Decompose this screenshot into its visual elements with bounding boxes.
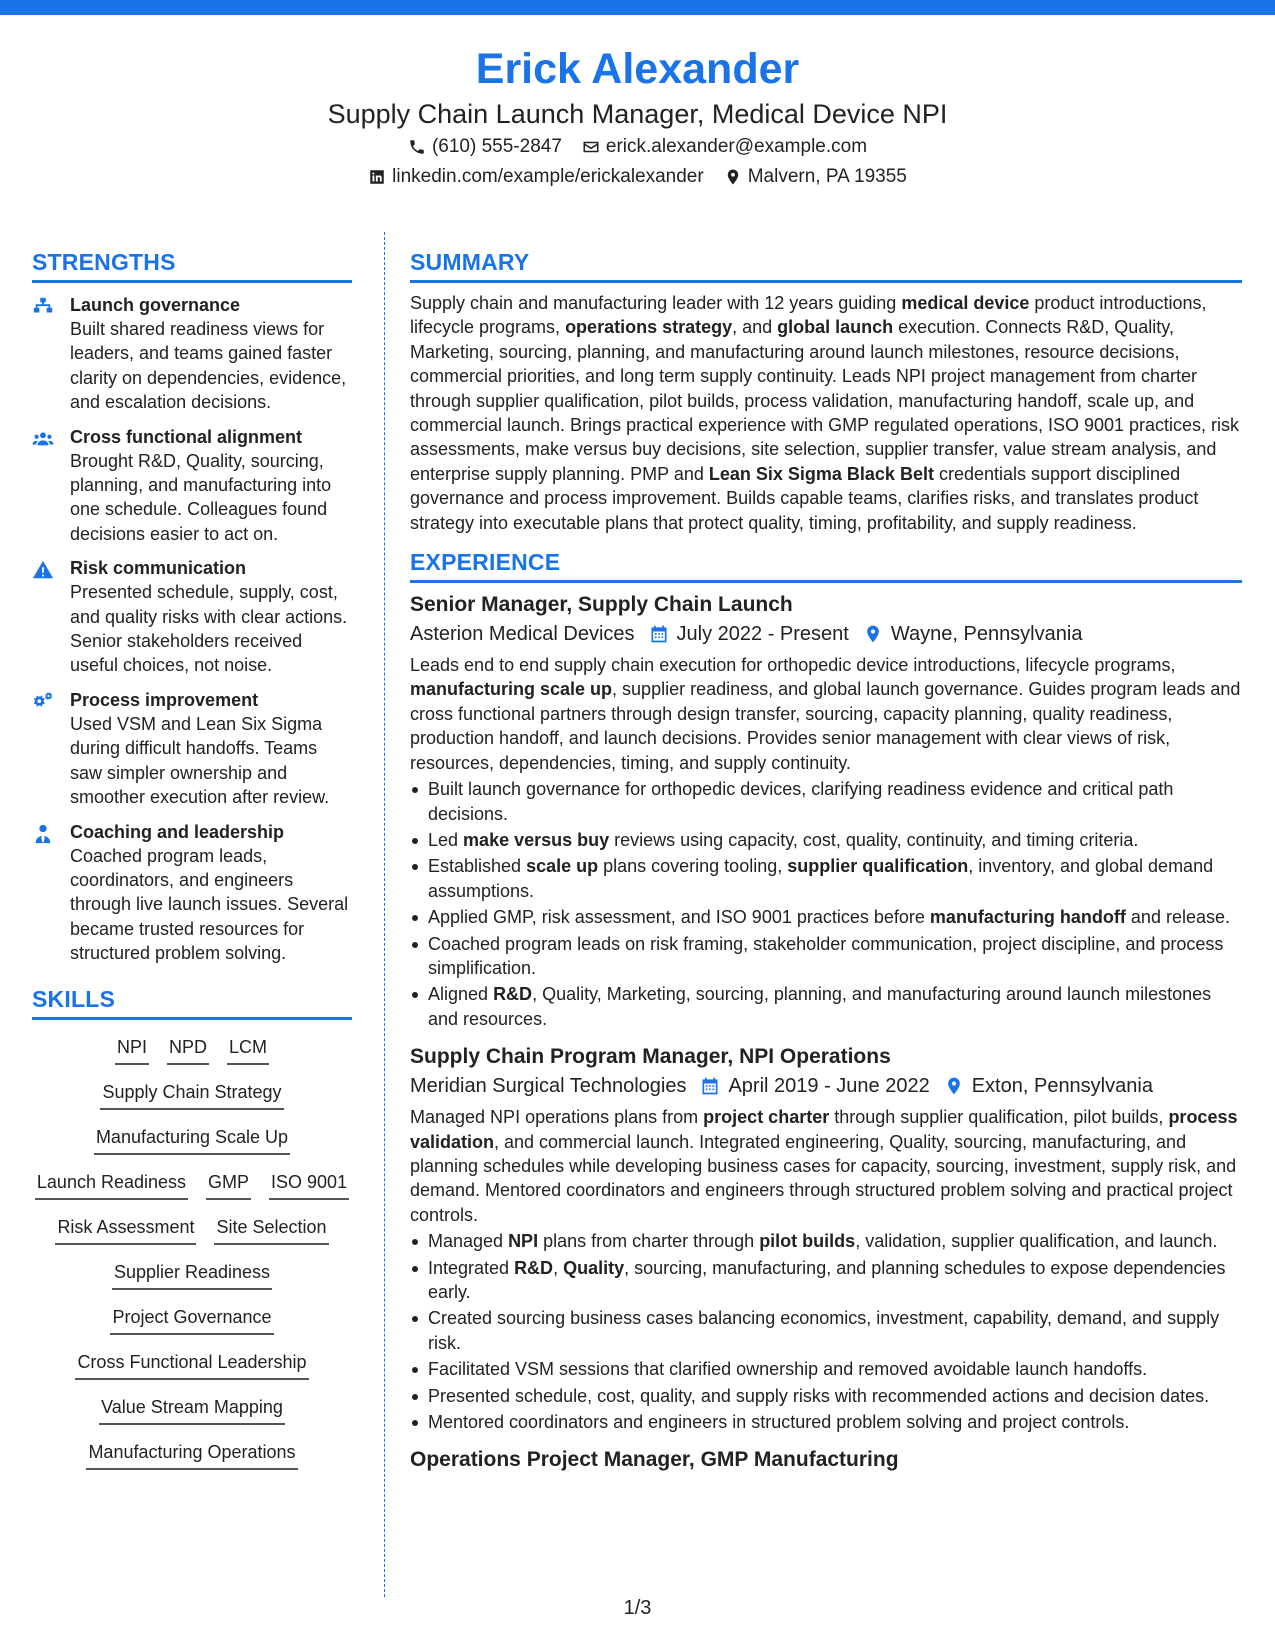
text-run: , Quality, Marketing, sourcing, planning, and manufacturing around launch milestones and resources.	[428, 984, 1212, 1029]
strength-title: Cross functional alignment	[70, 426, 303, 447]
skill-tag: LCM	[227, 1034, 269, 1065]
text-run: , sourcing, manufacturing, and planning schedules to expose dependencies early.	[428, 1257, 1226, 1302]
text-run: Aligned	[428, 984, 494, 1005]
gears-icon	[32, 691, 54, 713]
strength-item	[32, 688, 352, 810]
job-dates	[649, 619, 849, 649]
bold-phrase: operations strategy	[565, 317, 733, 338]
map-pin-icon	[863, 624, 883, 644]
text-run: reviews using capacity, cost, quality, continuity, and timing criteria.	[609, 829, 1139, 850]
text-run: Leads end to end supply chain execution for orthopedic device introductions, lifecycle programs,	[410, 655, 1176, 676]
page-number: 1/3	[623, 1597, 652, 1619]
job-bullets	[410, 777, 1242, 1031]
dates-text: July 2022 - Present	[676, 623, 849, 646]
skill-row	[32, 1394, 352, 1425]
bullet-item	[410, 982, 1242, 1031]
skill-row	[32, 1079, 352, 1110]
job-title: Senior Manager, Supply Chain Launch	[410, 593, 793, 617]
skill-tag: Cross Functional Leadership	[75, 1349, 308, 1380]
skill-tag: NPI	[115, 1034, 149, 1065]
bold-phrase: Lean Six Sigma Black Belt	[708, 463, 934, 484]
bold-phrase: NPI	[508, 1231, 539, 1252]
text-run: product introductions, lifecycle programs,	[410, 293, 1207, 338]
users-icon	[32, 428, 54, 450]
text-run: Integrated	[428, 1257, 515, 1278]
bold-phrase: medical device	[901, 293, 1030, 313]
bullet-item	[410, 777, 1242, 826]
email-contact[interactable]	[582, 132, 867, 162]
skill-row	[32, 1439, 352, 1470]
dates-text: April 2019 - June 2022	[728, 1075, 930, 1098]
job-entry	[410, 1446, 1242, 1474]
text-run: Supply chain and manufacturing leader with 12 years guiding	[410, 293, 902, 313]
skills-list	[32, 1034, 352, 1470]
bullet-item	[410, 1410, 1242, 1434]
skill-row	[32, 1169, 352, 1200]
user-tie-icon	[32, 823, 54, 845]
bold-phrase: pilot builds	[759, 1231, 856, 1252]
job-location	[863, 619, 1083, 649]
text-run: Managed NPI operations plans from	[410, 1107, 704, 1128]
text-run: Mentored coordinators and engineers in structured problem solving and project controls.	[428, 1412, 1130, 1433]
job-meta	[410, 1071, 1242, 1101]
bold-phrase: project charter	[703, 1107, 830, 1128]
candidate-name: Erick Alexander	[475, 45, 800, 93]
text-run: ,	[553, 1257, 564, 1278]
strength-item	[32, 820, 352, 966]
text-run: Coached program leads on risk framing, stakeholder communication, project discipline, and process simplification.	[428, 933, 1224, 978]
bullet-item	[410, 1306, 1242, 1355]
skill-tag: Supply Chain Strategy	[100, 1079, 283, 1110]
text-run: , inventory, and global demand assumptions.	[428, 856, 1214, 901]
job-entry	[410, 1043, 1242, 1434]
column-divider	[384, 232, 385, 1597]
text-run: execution. Connects R&D, Quality, Marketing, sourcing, planning, and manufacturing around launch milestones, resource decisions, commercial priorities, and long term supply continuity. Leads NPI project management from charter through supplier qualification, pilot builds, process validation, manufacturing handoff, scale up, and commercial launch. Brings practical experience with GMP regulated operations, ISO 9001 practices, risk assessments, make versus buy decisions, site selection, supplier transfer, value stream analysis, and enterprise supply planning. PMP and	[410, 317, 1240, 484]
job-bullets	[410, 1229, 1242, 1434]
candidate-title: Supply Chain Launch Manager, Medical Device NPI	[327, 99, 948, 129]
envelope-icon	[582, 138, 600, 156]
skill-tag: ISO 9001	[269, 1169, 349, 1200]
contact-line-1	[0, 132, 1275, 162]
experience-heading: EXPERIENCE	[410, 547, 1242, 583]
text-run: plans from charter through	[538, 1231, 760, 1252]
skill-tag: Site Selection	[214, 1214, 328, 1245]
summary-heading: SUMMARY	[410, 247, 1242, 283]
skill-tag: GMP	[206, 1169, 251, 1200]
map-pin-icon	[944, 1076, 964, 1096]
sitemap-icon	[32, 296, 54, 318]
strength-description: Used VSM and Lean Six Sigma during difficult handoffs. Teams saw simpler ownership and smoother execution after review.	[70, 713, 330, 808]
resume-header	[0, 42, 1275, 192]
strength-description: Coached program leads, coordinators, and engineers through live launch issues. Several became trusted resources for structured problem solving.	[70, 845, 349, 964]
bold-phrase: manufacturing handoff	[929, 907, 1126, 928]
bullet-item	[410, 932, 1242, 981]
strength-description: Built shared readiness views for leaders, and teams gained faster clarity on dependencies, evidence, and escalation decisions.	[70, 319, 347, 413]
text-run: through supplier qualification, pilot builds,	[829, 1107, 1169, 1128]
bold-phrase: make versus buy	[463, 829, 610, 850]
skill-tag: Supplier Readiness	[112, 1259, 272, 1290]
phone-icon	[408, 138, 426, 156]
linkedin-text: linkedin.com/example/erickalexander	[392, 166, 704, 187]
job-location	[944, 1071, 1153, 1101]
text-run: Created sourcing business cases balancing economics, investment, capability, demand, and supply risk.	[428, 1308, 1220, 1353]
skill-row	[32, 1034, 352, 1065]
text-run: , and commercial launch. Integrated engineering, Quality, sourcing, manufacturing, and planning schedules while developing business cases for capacity, sourcing, investment, supply risk, and demand. Mentored coordinators and engineers through structured problem solving and practical project controls.	[410, 1131, 1237, 1225]
strengths-list	[32, 293, 352, 966]
strength-description: Brought R&D, Quality, sourcing, planning, and manufacturing into one schedule. Colleagues found decisions easier to act on.	[70, 450, 332, 544]
linkedin-icon	[368, 168, 386, 186]
bullet-item	[410, 905, 1242, 929]
bold-phrase: scale up	[526, 856, 599, 877]
skill-row	[32, 1214, 352, 1245]
calendar-icon	[649, 624, 669, 644]
text-run: Built launch governance for orthopedic devices, clarifying readiness evidence and critical path decisions.	[428, 779, 1174, 824]
job-description	[410, 653, 1242, 775]
skill-row	[32, 1124, 352, 1155]
warning-icon	[32, 559, 54, 581]
top-accent-bar	[0, 0, 1275, 15]
skill-row	[32, 1349, 352, 1380]
skill-tag: Launch Readiness	[35, 1169, 188, 1200]
skill-row	[32, 1304, 352, 1335]
left-column	[32, 247, 352, 1484]
bold-phrase: R&D	[493, 984, 533, 1005]
bold-phrase: supplier qualification	[787, 856, 969, 877]
bullet-item	[410, 1256, 1242, 1305]
email-text: erick.alexander@example.com	[605, 136, 868, 157]
text-run: credentials support disciplined governance and process improvement. Builds capable teams, clarifies risks, and translates product strategy into executable plans that protect quality, timing, profitability, and supply readiness.	[410, 463, 1199, 533]
strength-item	[32, 425, 352, 547]
bold-phrase: R&D	[514, 1257, 554, 1278]
text-run: Established	[428, 856, 527, 877]
strength-title: Launch governance	[70, 295, 241, 315]
bullet-item	[410, 1229, 1242, 1253]
location-contact	[724, 162, 907, 192]
job-title: Operations Project Manager, GMP Manufacturing	[410, 1448, 899, 1472]
experience-list	[410, 591, 1242, 1474]
text-run: plans covering tooling,	[598, 856, 788, 877]
calendar-icon	[700, 1076, 720, 1096]
skill-tag: Value Stream Mapping	[99, 1394, 285, 1425]
text-run: , and	[732, 317, 778, 338]
bold-phrase: manufacturing scale up	[410, 679, 613, 700]
job-entry	[410, 591, 1242, 1031]
skill-tag: Risk Assessment	[55, 1214, 196, 1245]
bullet-item	[410, 828, 1242, 852]
text-run: Applied GMP, risk assessment, and ISO 9001 practices before	[428, 907, 930, 928]
strength-title: Coaching and leadership	[70, 821, 285, 842]
map-pin-icon	[724, 168, 742, 186]
strength-description: Presented schedule, supply, cost, and quality risks with clear actions. Senior stakeholders received useful choices, not noise.	[70, 582, 348, 676]
strength-item	[32, 293, 352, 415]
strengths-heading: STRENGTHS	[32, 247, 352, 283]
bold-phrase: global launch	[777, 317, 894, 338]
bold-phrase: Quality	[563, 1257, 625, 1278]
bold-phrase: process validation	[410, 1107, 1238, 1152]
text-run: Presented schedule, cost, quality, and supply risks with recommended actions and decision dates.	[428, 1385, 1210, 1406]
skill-tag: Project Governance	[110, 1304, 273, 1335]
strength-item	[32, 556, 352, 678]
skill-tag: Manufacturing Scale Up	[94, 1124, 290, 1155]
location-text: Exton, Pennsylvania	[971, 1075, 1153, 1098]
company-name: Meridian Surgical Technologies	[410, 1075, 687, 1098]
phone-contact	[408, 132, 562, 162]
location-text: Malvern, PA 19355	[747, 166, 907, 187]
skill-tag: Manufacturing Operations	[86, 1439, 297, 1470]
job-title: Supply Chain Program Manager, NPI Operations	[410, 1045, 891, 1069]
text-run: , supplier readiness, and global launch governance. Guides program leads and cross functional partners through design transfer, sourcing, capacity planning, quality readiness, production handoff, and launch decisions. Provides senior management with clear views of risk, resources, dependencies, timing, and supply continuity.	[410, 679, 1241, 773]
bullet-item	[410, 1357, 1242, 1381]
text-run: and release.	[1125, 907, 1230, 928]
bullet-item	[410, 854, 1242, 903]
strength-title: Risk communication	[70, 558, 247, 579]
bullet-item	[410, 1384, 1242, 1408]
text-run: Managed	[428, 1231, 509, 1252]
phone-text: (610) 555-2847	[431, 136, 562, 157]
skill-row	[32, 1259, 352, 1290]
linkedin-contact[interactable]	[368, 162, 704, 192]
summary-text	[410, 291, 1242, 535]
job-meta	[410, 619, 1242, 649]
location-text: Wayne, Pennsylvania	[890, 623, 1083, 646]
text-run: Facilitated VSM sessions that clarified ownership and removed avoidable launch handoffs.	[428, 1359, 1148, 1380]
skill-tag: NPD	[167, 1034, 209, 1065]
company-name: Asterion Medical Devices	[410, 623, 635, 646]
job-dates	[700, 1071, 929, 1101]
skills-heading: SKILLS	[32, 984, 352, 1020]
text-run: , validation, supplier qualification, and launch.	[855, 1231, 1218, 1252]
right-column	[410, 247, 1242, 1474]
contact-line-2	[0, 162, 1275, 192]
job-description	[410, 1105, 1242, 1227]
text-run: Led	[428, 829, 464, 850]
strength-title: Process improvement	[70, 689, 259, 710]
